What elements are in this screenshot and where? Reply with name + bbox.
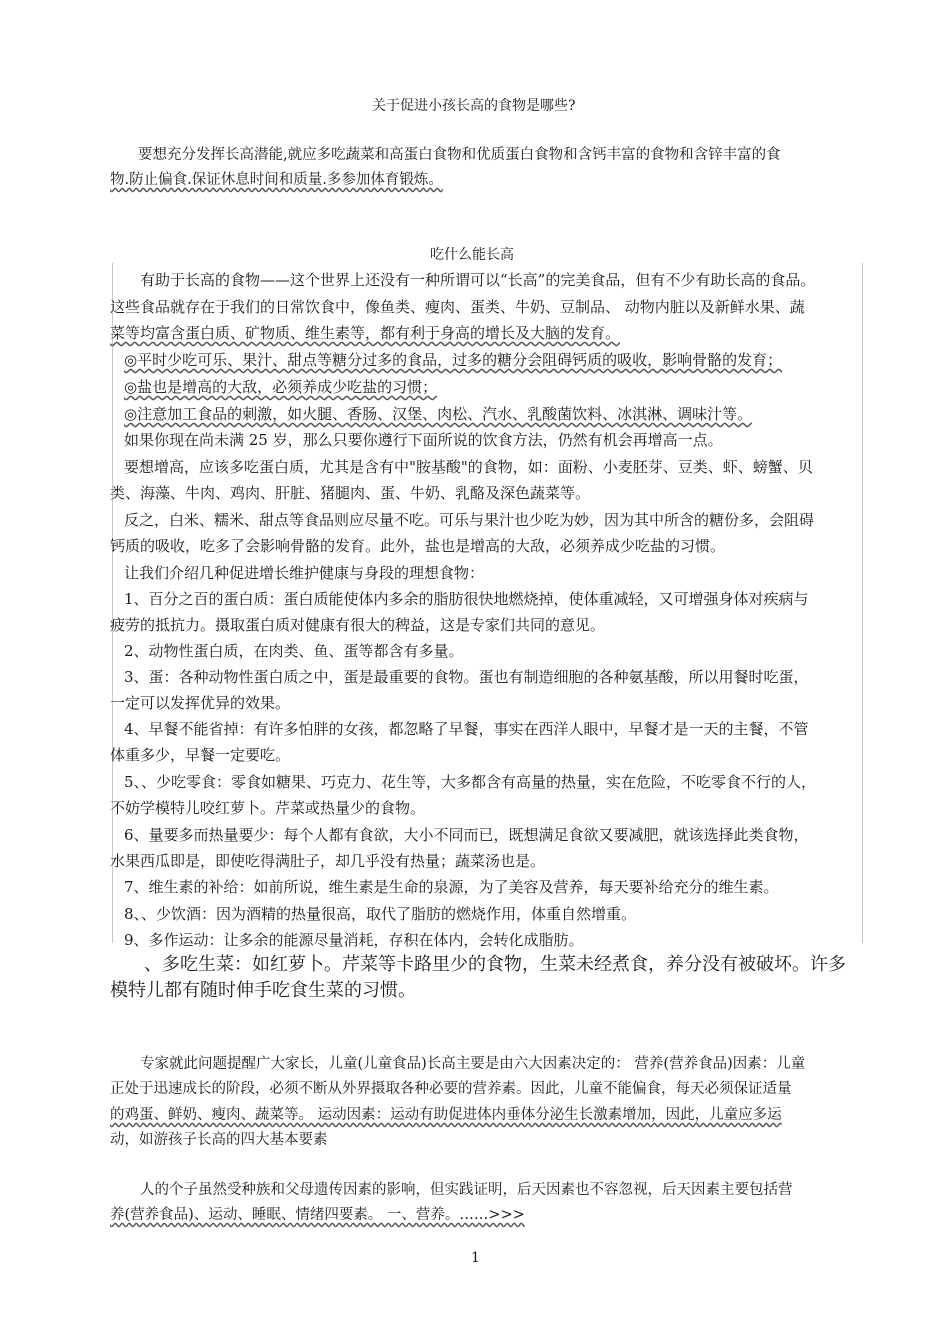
box-line: 2、动物性蛋白质，在肉类、鱼、蛋等都含有多量。 (124, 642, 464, 660)
expert-line: 的鸡蛋、鲜奶、瘦肉、蔬菜等。 运动因素：运动有助促进体内垂体分泌生长激素增加，因此，儿童应多运 (110, 1107, 782, 1123)
final-line: 养(营养食品)、运动、睡眠、情绪四要素。 一、营养。……>>> (110, 1207, 525, 1223)
box-line: 菜等均富含蛋白质、矿物质、维生素等，都有利于身高的增长及大脑的发育。 (110, 324, 621, 342)
box-border-left (112, 263, 113, 943)
expert-line: 动，如游孩子长高的四大基本要素 (110, 1132, 328, 1148)
box-line: 反之，白米、糯米、甜点等食品则应尽量不吃。可乐与果汁也少吃为妙，因为其中所含的糖份多，会阻碍 (124, 511, 815, 529)
box-line: 1、百分之百的蛋白质：蛋白质能使体内多余的脂肪很快地燃烧掉，使体重减轻，又可增强身体对疾病与 (124, 590, 809, 608)
box-line: ◎盐也是增高的大敌，必须养成少吃盐的习惯； (124, 378, 438, 396)
box-line: 不妨学模特儿咬红萝卜。芹菜或热量少的食物。 (110, 799, 426, 817)
intro-line: 物.防止偏食.保证休息时间和质量.多参加体育锻炼。 (110, 172, 443, 188)
box-line: 9、多作运动：让多余的能源尽量消耗，存积在体内，会转化成脂肪。 (124, 931, 584, 949)
box-line: 如果你现在尚未满 25 岁，那么只要你遵行下面所说的饮食方法，仍然有机会再增高一点。 (124, 431, 723, 449)
box-line: 4、早餐不能省掉：有许多怕胖的女孩，都忽略了早餐，事实在西洋人眼中，早餐才是一天的主餐，不管 (124, 720, 809, 738)
box-line: 疲劳的抵抗力。摄取蛋白质对健康有很大的稗益，这是专家们共同的意见。 (110, 616, 606, 634)
box-line: 钙质的吸收，吃多了会影响骨骼的发育。此外，盐也是增高的大敌，必须养成少吃盐的习惯。 (110, 537, 726, 555)
box-line: 6、量要多而热量要少：每个人都有食欲，大小不同而已，既想满足食欲又要减肥，就该选择此类食物， (124, 826, 809, 844)
box-line: ◎注意加工食品的刺激，如火腿、香肠、汉堡、肉松、汽水、乳酸菌饮料、冰淇淋、调味汁等。 (124, 405, 753, 423)
box-line: 这些食品就存在于我们的日常饮食中，像鱼类、瘦肉、蛋类、牛奶、豆制品、 动物内脏以及新鲜水果、蔬 (110, 298, 805, 316)
box-line: 一定可以发挥优异的效果。 (110, 694, 291, 712)
box-line: 类、海藻、牛肉、鸡肉、肝脏、猪腿肉、蛋、牛奶、乳酪及深色蔬菜等。 (110, 484, 591, 502)
box-line: 体重多少，早餐一定要吃。 (110, 746, 291, 764)
section-title: 吃什么能长高 (430, 247, 514, 263)
big-line: 、多吃生菜：如红萝卜。芹菜等卡路里少的食物，生菜未经煮食，养分没有被破坏。许多 (144, 954, 846, 975)
box-line: 要想增高，应该多吃蛋白质，尤其是含有中"胺基酸"的食物，如：面粉、小麦胚芽、豆类、虾、螃蟹、贝 (124, 458, 813, 476)
expert-line: 专家就此问题提醒广大家长，儿童(儿童食品)长高主要是由六大因素决定的： 营养(营养食品)因素：儿童 (140, 1056, 806, 1072)
box-line: 有助于长高的食物——这个世界上还没有一种所谓可以“长高”的完美食品，但有不少有助长高的食品。 (140, 271, 816, 289)
box-line: 3、蛋：各种动物性蛋白质之中，蛋是最重要的食物。蛋也有制造细胞的各种氨基酸，所以用餐时吃蛋， (124, 668, 809, 686)
box-line: 5、、少吃零食：零食如糖果、巧克力、花生等，大多都含有高量的热量，实在危险，不吃零食不行的人， (124, 773, 817, 791)
page-title: 关于促进小孩长高的食物是哪些? (372, 98, 576, 114)
final-line: 人的个子虽然受种族和父母遗传因素的影响，但实践证明，后天因素也不容忽视，后天因素主要包括营 (140, 1182, 793, 1198)
box-line: 让我们介绍几种促进增长维护健康与身段的理想食物： (124, 564, 485, 582)
page-number: 1 (471, 1250, 480, 1266)
box-border-right (862, 263, 863, 943)
big-line: 模特儿都有随时伸手吃食生菜的习惯。 (110, 980, 416, 1001)
intro-line: 要想充分发挥长高潜能,就应多吃蔬菜和高蛋白食物和优质蛋白食物和含钙丰富的食物和含锌丰富的食 (138, 147, 781, 163)
expert-line: 正处于迅速成长的阶段，必须不断从外界摄取各种必要的营养素。因此，儿童不能偏食，每天必须保证适量 (110, 1081, 792, 1097)
box-line: ◎平时少吃可乐、果汁、甜点等糖分过多的食品，过多的糖分会阻碍钙质的吸收，影响骨骼的发育； (124, 351, 783, 369)
box-line: 8、、少饮酒：因为酒精的热量很高，取代了脂肪的燃烧作用，体重自然增重。 (124, 905, 637, 923)
box-line: 水果西瓜即是，即使吃得满肚子，却几乎没有热量；蔬菜汤也是。 (110, 852, 546, 870)
box-line: 7、维生素的补给：如前所说，维生素是生命的泉源，为了美容及营养，每天要补给充分的维生素。 (124, 878, 779, 896)
